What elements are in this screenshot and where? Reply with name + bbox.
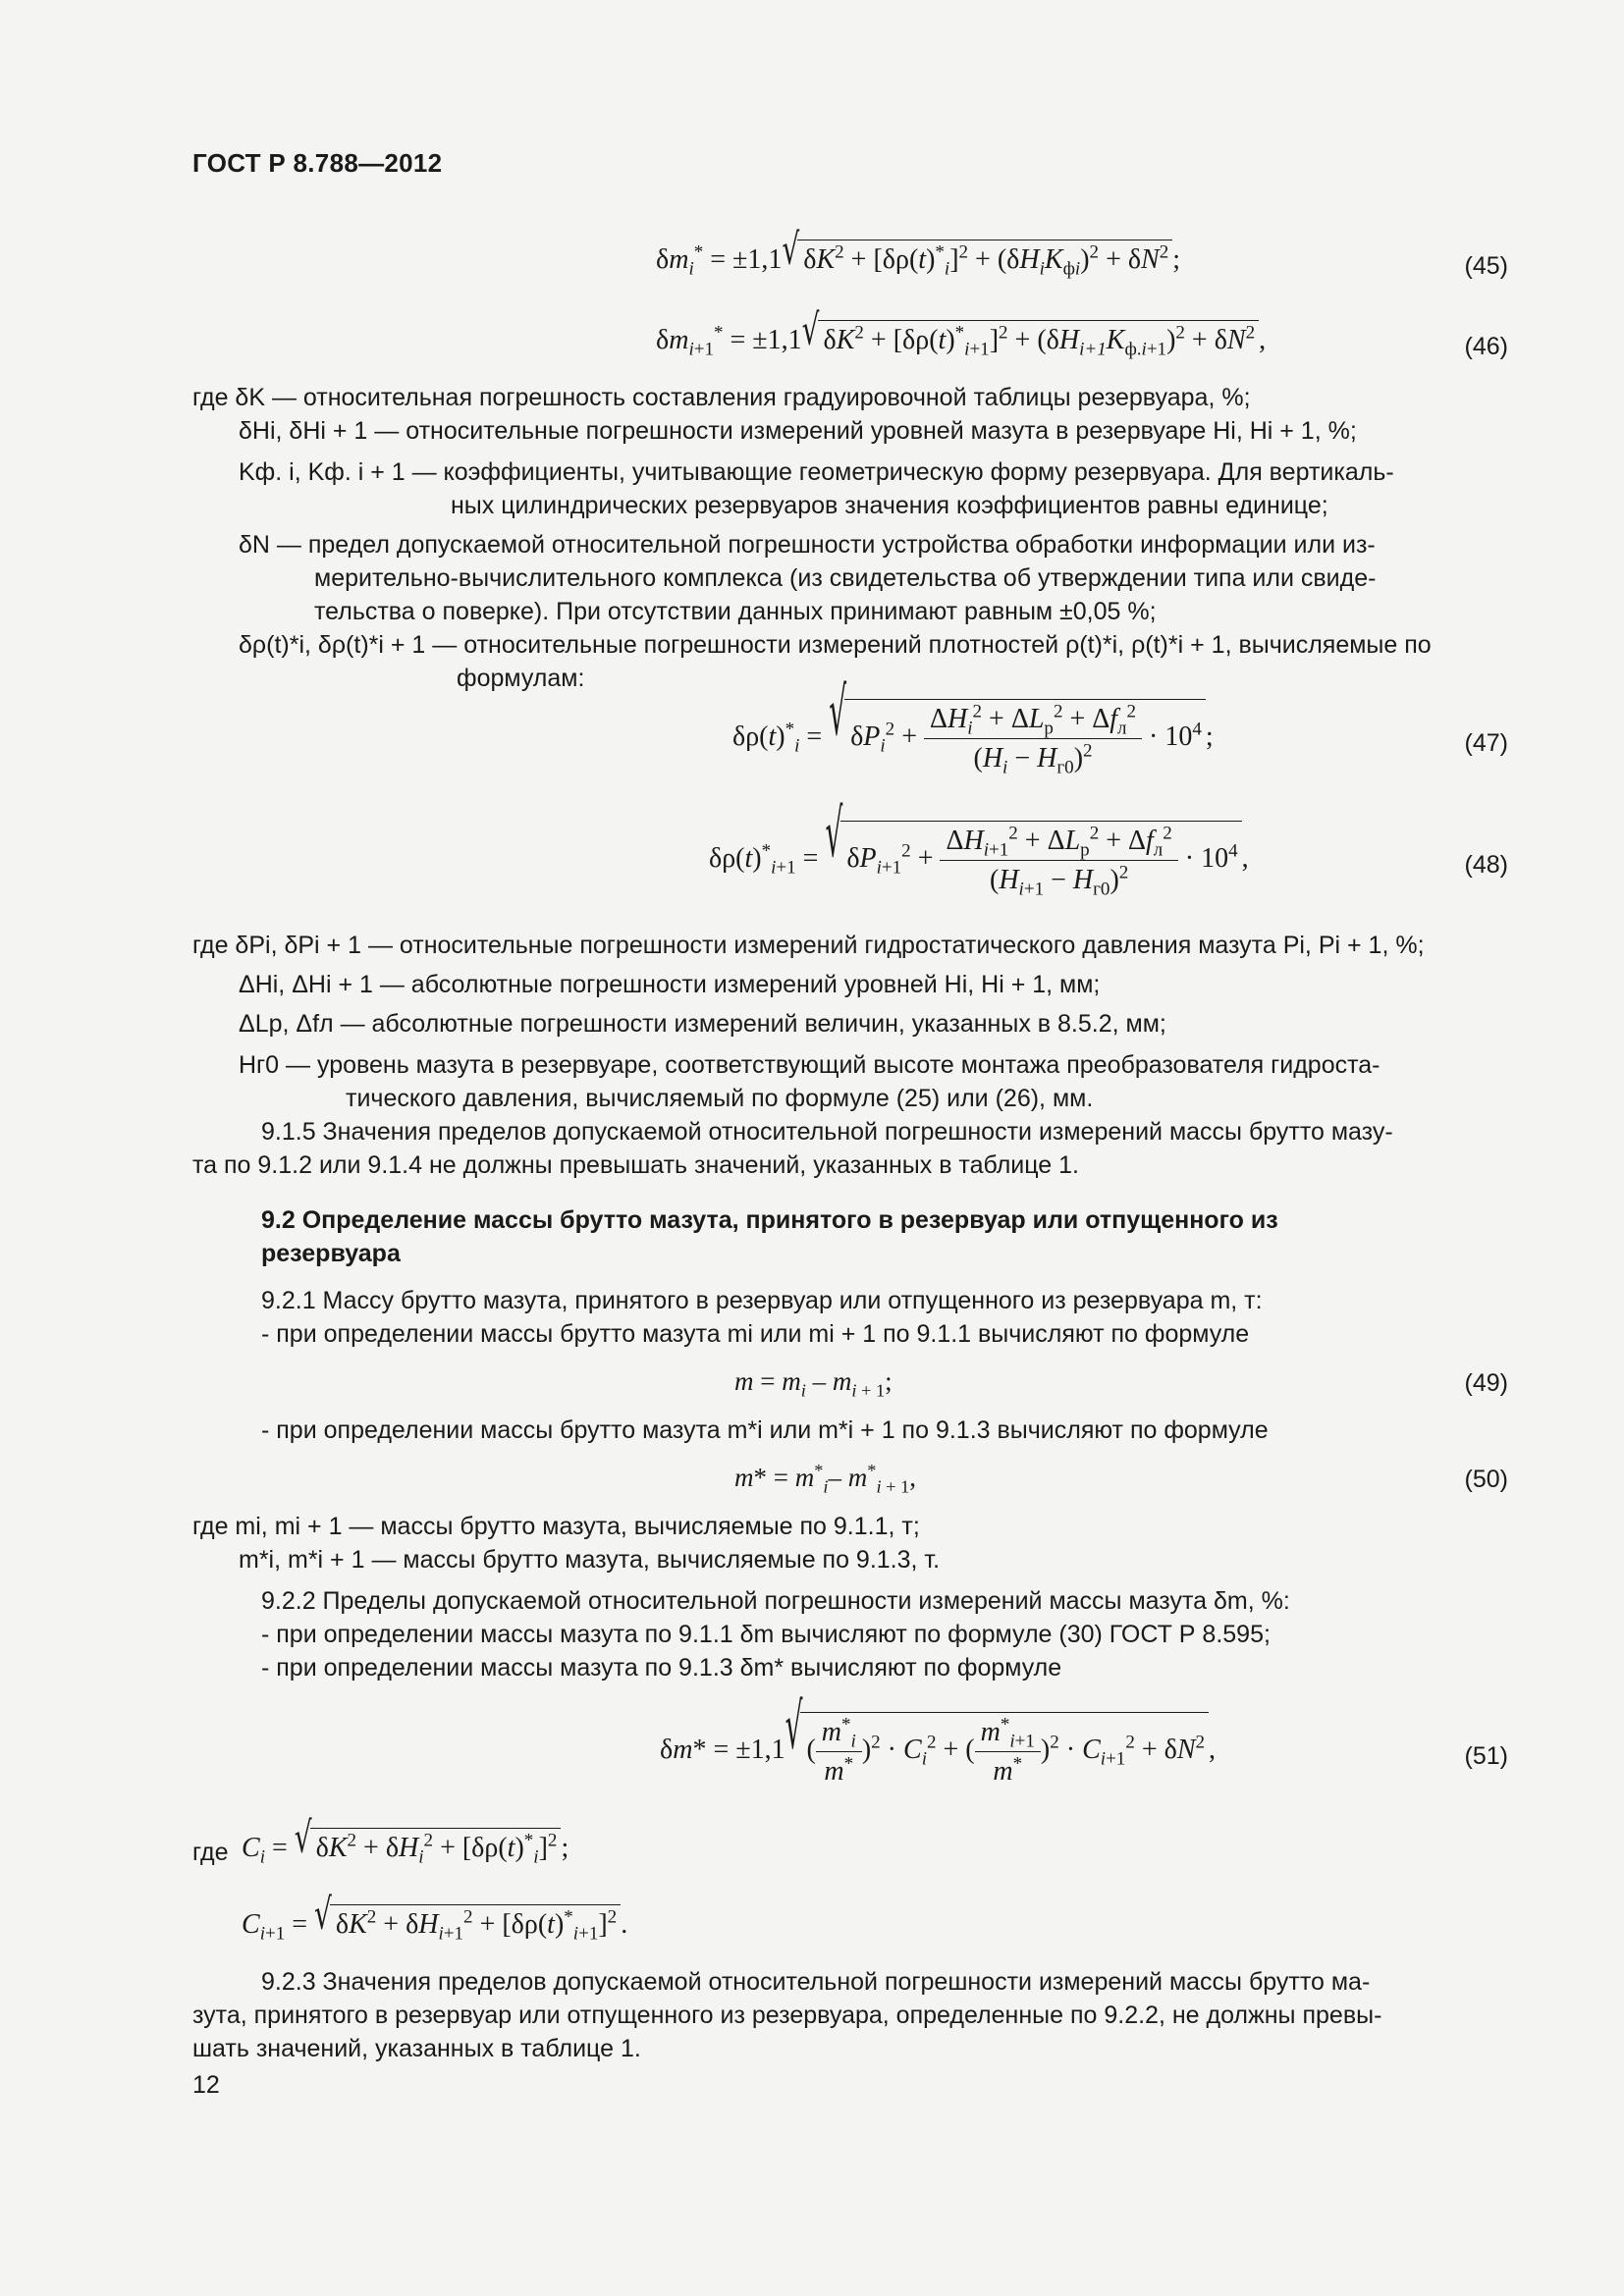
paragraph-9-2-2-line3: - при определении массы мазута по 9.1.3 δm* вычисляют по формуле	[261, 1654, 1062, 1682]
definition-m-i: где mi, mi + 1 — массы брутто мазута, вычисляемые по 9.1.1, т;	[192, 1513, 920, 1540]
definition-delta-p: где δPi, δPi + 1 — относительные погрешности измерений гидростатического давления мазута Pi, Pi + 1, %;	[192, 932, 1425, 959]
paragraph-9-1-5-line1: 9.1.5 Значения пределов допускаемой относительной погрешности измерений массы брутто мазу-	[261, 1118, 1393, 1146]
paragraph-9-2-2-line2: - при определении массы мазута по 9.1.1 δm вычисляют по формуле (30) ГОСТ Р 8.595;	[261, 1621, 1271, 1648]
formula-49: $m = m_i - m_{i + 1}$;	[734, 1366, 893, 1401]
document-header: ГОСТ Р 8.788—2012	[192, 148, 443, 178]
section-heading-9-2-line1: 9.2 Определение массы брутто мазута, принятого в резервуар или отпущенного из	[261, 1206, 1278, 1234]
formula-47: $\delta\rho(t)^*_i$ = √ $\delta P_i^2$ + $\frac{\Delta H_i^2 + \Delta L_р^2 + \Delta f_л^2}{(H_i - H_{г0})^2}$ · $10^4$ ;	[732, 672, 1214, 778]
definition-h-g0-line1: Hг0 — уровень мазута в резервуаре, соответствующий высоте монтажа преобразователя гидроста-	[239, 1051, 1380, 1079]
definition-abs-delta-h: ΔHi, ΔHi + 1 — абсолютные погрешности измерений уровней Hi, Hi + 1, мм;	[239, 971, 1101, 998]
paragraph-9-2-1-line3: - при определении массы брутто мазута m*i или m*i + 1 по 9.1.3 вычисляют по формуле	[261, 1416, 1269, 1444]
definition-delta-h: δHi, δHi + 1 — относительные погрешности измерений уровней мазута в резервуаре Hi, Hi + 1, %;	[239, 417, 1357, 445]
formula-50: $m* = m^*_i-$ $m^*_{i + 1}$,	[734, 1461, 917, 1497]
definition-delta-rho-line1: δρ(t)*i, δρ(t)*i + 1 — относительные погрешности измерений плотностей ρ(t)*i, ρ(t)*i + 1, вычисляемые по	[239, 631, 1432, 659]
definition-delta-rho-line2: формулам:	[457, 665, 585, 692]
section-heading-9-2-line2: резервуара	[261, 1240, 401, 1267]
paragraph-9-2-2-line1: 9.2.2 Пределы допускаемой относительной погрешности измерений массы мазута δm, %:	[261, 1587, 1290, 1615]
definition-h-g0-line2: тического давления, вычисляемый по формуле (25) или (26), мм.	[346, 1085, 1094, 1112]
equation-number-49: (49)	[1464, 1369, 1508, 1397]
equation-number-51: (51)	[1464, 1742, 1508, 1770]
formula-48: $\delta\rho(t)^*_{i+1}$ = √ $\delta P_{i+1}^2$ + $\frac{\Delta H_{i+1}^2 + \Delta L_р^2 + \Delta f_л^2}{(H_{i+1} - H_{г0})^2}$ · $10^4$ ,	[709, 794, 1249, 900]
paragraph-9-2-1-line1: 9.2.1 Массу брутто мазута, принятого в резервуар или отпущенного из резервуара m, т:	[261, 1287, 1263, 1314]
paragraph-9-2-3-line3: шать значений, указанных в таблице 1.	[192, 2035, 641, 2062]
definition-m-star-i: m*i, m*i + 1 — массы брутто мазута, вычисляемые по 9.1.3, т.	[239, 1546, 941, 1574]
equation-number-46: (46)	[1464, 333, 1508, 360]
definition-delta-n-line2: мерительно-вычислительного комплекса (из свидетельства об утверждении типа или свиде-	[314, 564, 1377, 592]
formula-45: $\delta m_i^* = \pm 1,1√$ $\delta K^2 + [\delta\rho(t)^*_i]^2 + (\delta H_iK_{фi})^2 + \delta N^2$ ;	[656, 224, 1181, 280]
paragraph-9-2-3-line2: зута, принятого в резервуар или отпущенного из резервуара, определенные по 9.2.2, не должны превы-	[192, 2002, 1382, 2029]
formula-c-i: $C_i$ = √ $\delta K^2 + \delta H_i^2 + [\delta\rho(t)^*_i]^2$ ;	[242, 1812, 569, 1868]
equation-number-50: (50)	[1464, 1466, 1508, 1493]
definition-delta-n-line1: δN — предел допускаемой относительной погрешности устройства обработки информации или из-	[239, 531, 1376, 559]
definition-abs-delta-l-f: ΔLp, Δfл — абсолютные погрешности измерений величин, указанных в 8.5.2, мм;	[239, 1010, 1166, 1038]
equation-number-45: (45)	[1464, 252, 1508, 280]
paragraph-9-1-5-line2: та по 9.1.2 или 9.1.4 не должны превышать значений, указанных в таблице 1.	[192, 1151, 1079, 1179]
definition-delta-n-line3: тельства о поверке). При отсутствии данных принимают равным ±0,05 %;	[314, 598, 1157, 625]
formula-51: δm* = ±1,1√ ( $\frac{m^*_i}{m^*}$ )$^2 \cdot C_i^2$ + ( $\frac{m^*_{i+1}}{m^*}$ )$^2 \cdot C_{i+1}^2 + \delta N^2$ ,	[660, 1688, 1217, 1787]
definition-k-form-line2: ных цилиндрических резервуаров значения коэффициентов равны единице;	[451, 492, 1328, 519]
equation-number-47: (47)	[1464, 729, 1508, 757]
paragraph-9-2-3-line1: 9.2.3 Значения пределов допускаемой относительной погрешности измерений массы брутто ма-	[261, 1968, 1371, 1996]
where-label: где	[192, 1839, 229, 1866]
definition-delta-k: где δK — относительная погрешность составления градуировочной таблицы резервуара, %;	[192, 384, 1251, 411]
page-number: 12	[192, 2071, 220, 2099]
equation-number-48: (48)	[1464, 851, 1508, 879]
formula-46: $\delta m_{i+1}^* = \pm 1,1√$ $\delta K^2 + [\delta\rho(t)^*_{i+1}]^2 + (\delta H_{i+1}K_{ф.i+1})^2 + \delta N^2$ ,	[656, 304, 1267, 360]
formula-c-i-plus-1: $C_{i+1}$ = √ $\delta K^2 + \delta H_{i+1}^2 + [\delta\rho(t)^*_{i+1}]^2$ .	[242, 1889, 628, 1945]
paragraph-9-2-1-line2: - при определении массы брутто мазута mi или mi + 1 по 9.1.1 вычисляют по формуле	[261, 1320, 1250, 1348]
definition-k-form-line1: Kф. i, Kф. i + 1 — коэффициенты, учитывающие геометрическую форму резервуара. Для вертикаль-	[239, 458, 1394, 486]
